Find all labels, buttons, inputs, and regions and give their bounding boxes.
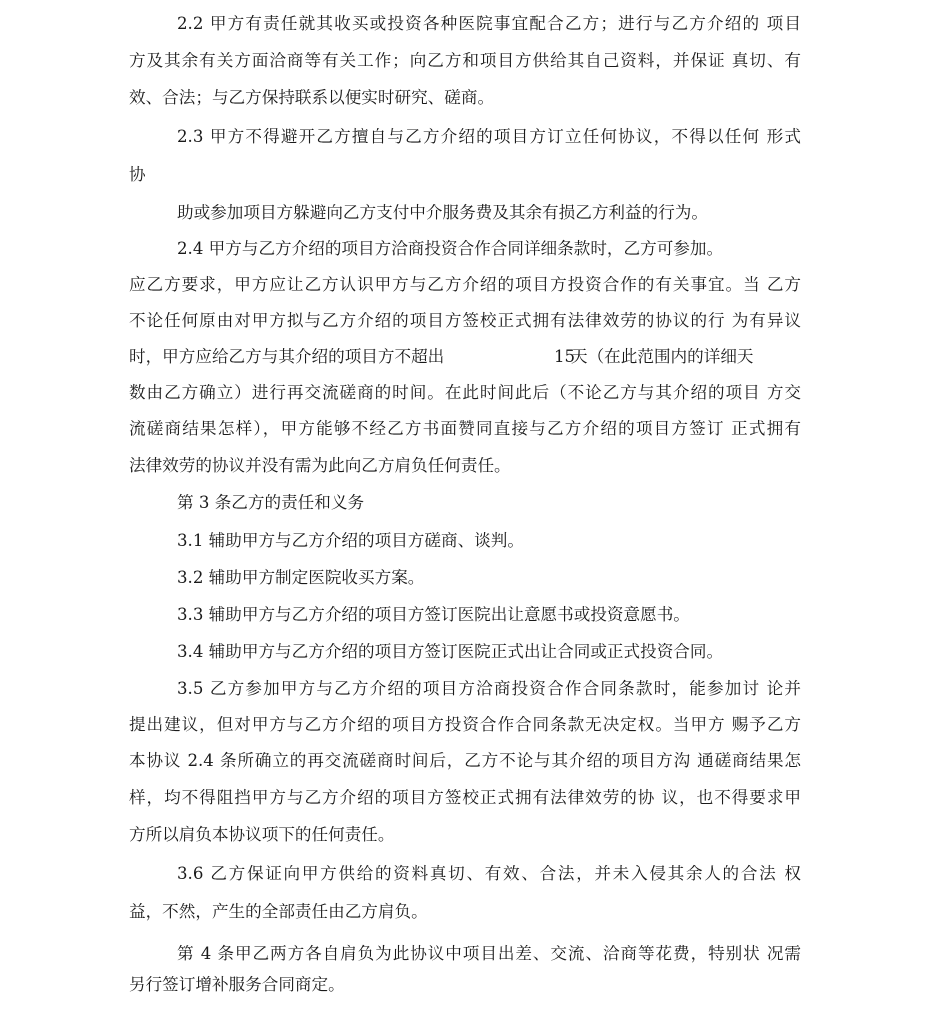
clause-3-6-line-2: 益，不然，产生的全部责任由乙方肩负。 (129, 902, 428, 921)
clause-2-3-line-3: 助或参加项目方躲避向乙方支付中介服务费及其余有损乙方利益的行为。 (177, 203, 708, 222)
clause-3-5-line-4: 样，均不得阻挡甲方与乙方介绍的项目方签校正式拥有法律效劳的协 议，也不得要求甲 (129, 788, 801, 807)
clause-2-4-line-3: 不论任何原由对甲方拟与乙方介绍的项目方签校正式拥有法律效劳的协议的行 为有异议 (129, 311, 801, 330)
clause-3-5-line-1: 3.5 乙方参加甲方与乙方介绍的项目方洽商投资合作合同条款时，能参加讨 论并 (177, 679, 801, 698)
clause-2-2-line-1: 2.2 甲方有责任就其收买或投资各种医院事宜配合乙方；进行与乙方介绍的 项目 (177, 14, 801, 33)
clause-2-4-line-1: 2.4 甲方与乙方介绍的项目方洽商投资合作合同详细条款时，乙方可参加。 (177, 239, 724, 258)
clause-3-5-line-2: 提出建议，但对甲方与乙方介绍的项目方投资合作合同条款无决定权。当甲方 赐予乙方 (129, 715, 801, 734)
clause-2-4-line-4 (129, 344, 801, 370)
clause-2-4-line-5: 数由乙方确立）进行再交流磋商的时间。在此时间此后（不论乙方与其介绍的项目 方交 (129, 383, 801, 402)
clause-3-4: 3.4 辅助甲方与乙方介绍的项目方签订医院正式出让合同或正式投资合同。 (177, 642, 724, 661)
clause-2-4-line-6: 流磋商结果怎样），甲方能够不经乙方书面赞同直接与乙方介绍的项目方签订 正式拥有 (129, 419, 801, 438)
clause-2-4-line-7: 法律效劳的协议并没有需为此向乙方肩负任何责任。 (129, 456, 511, 475)
article-3-heading: 第 3 条乙方的责任和义务 (177, 493, 365, 512)
clause-3-1: 3.1 辅助甲方与乙方介绍的项目方磋商、谈判。 (177, 531, 524, 550)
clause-3-2: 3.2 辅助甲方制定医院收买方案。 (177, 568, 425, 587)
clause-3-5-line-3: 本协议 2.4 条所确立的再交流磋商时间后，乙方不论与其介绍的项目方沟 通磋商结果怎 (129, 751, 801, 770)
article-4-line-1: 第 4 条甲乙两方各自肩负为此协议中项目出差、交流、洽商等花费，特别状 况需 (177, 944, 801, 963)
clause-3-3: 3.3 辅助甲方与乙方介绍的项目方签订医院出让意愿书或投资意愿书。 (177, 605, 690, 624)
clause-2-4-line-4-text: 时，甲方应给乙方与其介绍的项目方不超出 (129, 347, 445, 366)
clause-2-3-line-1: 2.3 甲方不得避开乙方擅自与乙方介绍的项目方订立任何协议，不得以任何 形式 (177, 127, 801, 146)
article-4-line-2: 另行签订增补服务合同商定。 (129, 975, 345, 994)
clause-2-4-line-4-tail: 天（在此范围内的详细天 (571, 347, 754, 366)
clause-2-2-line-3: 效、合法；与乙方保持联系以便实时研究、磋商。 (129, 88, 495, 107)
clause-3-5-line-5: 方所以肩负本协议项下的任何责任。 (129, 825, 395, 844)
clause-2-2-line-2: 方及其余有关方面洽商等有关工作；向乙方和项目方供给其自己资料，并保证 真切、有 (129, 51, 801, 70)
clause-3-6-line-1: 3.6 乙方保证向甲方供给的资料真切、有效、合法，并未入侵其余人的合法 权 (177, 864, 801, 883)
clause-2-4-line-2: 应乙方要求，甲方应让乙方认识甲方与乙方介绍的项目方投资合作的有关事宜。当 乙方 (129, 275, 801, 294)
clause-2-3-line-2: 协 (129, 165, 146, 184)
days-number: 15 (554, 347, 576, 366)
